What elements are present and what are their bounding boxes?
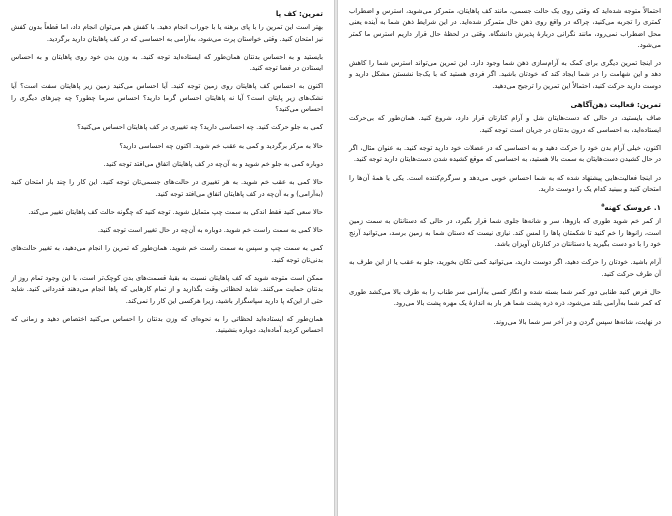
right-page — [338, 0, 672, 516]
section-paragraph: در اینجا فعالیت‌هایی پیشنهاد شده که به شما احساس خوبی می‌دهد و سرگرم‌کننده است. یکی یا همهٔ آن‌ها را امتحان کنید و ببینید کدام یک را دوست دارید. — [349, 173, 661, 193]
left-paragraph: ممکن است متوجه شوید که کف پاهایتان نسبت به بقیهٔ قسمت‌های بدن کوچک‌تر است، با این وجود تمام روز از بدنتان حمایت می‌کنند. شاید لحظاتی وقت بگذارید و از تمام کارهایی که پاها انجام می‌دهند قدردانی کنید. شاید حتی از این‌که پا دارید سپاسگزار باشید، زیرا هرکسی این کار را نمی‌کند. — [11, 274, 323, 305]
numbered-paragraph: آرام باشید. خودتان را حرکت دهید، اگر دوست دارید، می‌توانید کمی تکان بخورید، جلو به عقب یا از این طرف به آن طرف حرکت کنید. — [349, 258, 661, 278]
numbered-paragraph: در نهایت، شانه‌ها سپس گردن و در آخر سر شما بالا می‌روند. — [493, 317, 661, 326]
left-paragraph: حالا به مرکز برگردید و کمی به عقب خم شوید. اکنون چه احساسی دارید؟ — [119, 141, 323, 150]
exercise-heading-soles: تمرین: کف پا — [275, 9, 323, 18]
numbered-heading-text: ۱. عروسک کهنه — [604, 203, 661, 213]
left-paragraph: اکنون به احساس کف پاهایتان روی زمین توجه کنید. آیا احساس می‌کنید زمین زیر پاهایتان سفت است؟ آیا نشک‌های زیر پایتان است؟ آیا نه پاهایتان احساس گرما دارید؟ احساس سرما چطور؟ چه چیزهای دیگری را احساس می‌کنید؟ — [11, 82, 323, 114]
section-paragraph: صاف بایستید، در حالی که دست‌هایتان شل و آرام کنارتان قرار دارد، شروع کنید. همان‌طور که بی‌حرکت ایستاده‌اید، به احساسی که درون بدنتان در جریان است توجه کنید. — [349, 114, 661, 134]
footnote-marker: ۵ — [601, 202, 605, 209]
left-page — [0, 0, 334, 516]
section-paragraph: اکنون، خیلی آرام بدن خود را حرکت دهید و به احساسی که در عضلات خود دارید توجه کنید. به عنوان مثال، اگر در حال کشیدن دست‌هایتان به سمت بالا هستید، به احساسی که موقع کشیده شدن دست‌هایتان دارید توجه کنید. — [349, 143, 661, 164]
numbered-paragraph: از کمر خم شوید طوری که بازوها، سر و شانه‌ها جلوی شما قرار بگیرد، در حالی که دستانتان به سمت زمین است، زانوها را خم کنید تا شکمتان پاها را لمس کند. نیازی نیست که دستان شما به زمین برسد، می‌توانید آرنج خود را با دو دست بگیرید یا دستانتان در کنارتان آویزان باشد. — [349, 217, 661, 249]
intro-paragraph: در اینجا تمرین دیگری برای کمک به آرام‌سازی ذهن شما وجود دارد. این تمرین می‌تواند استرس شما را کاهش دهد و این شهامت را در شما ایجاد کند که خودتان باشید. اگر فردی هستید که با یک‌جا نشستن مشکل دارید و دوست دارید حرکت کنید، احتمالاً این تمرین را ترجیح می‌دهید. — [349, 59, 661, 90]
numbered-heading-ragdoll — [349, 202, 661, 213]
left-paragraph: بایستید و به احساس بدنتان همان‌طور که ایستاده‌اید توجه کنید. به وزن بدن خود روی پاهایتان و به احساس ایستادن در فضا توجه کنید. — [11, 52, 323, 73]
exercise-heading-mindfulness: تمرین: فعالیت ذهن‌آگاهی — [570, 100, 661, 110]
left-paragraph: حالا کمی به عقب خم شوید. به هر تغییری در حالت‌های جسمی‌تان توجه کنید. این کار را چند بار امتحان کنید (به‌آرامی) و به آن‌چه در کف پاهایتان اتفاق می‌افتد توجه کنید. — [11, 178, 323, 198]
left-paragraph: حالا سعی کنید فقط اندکی به سمت چپ متمایل شوید. توجه کنید که چگونه حالت کف پاهایتان تغییر می‌کند. — [28, 207, 323, 216]
intro-paragraph: احتمالاً متوجه شده‌اید که وقتی روی یک حالت جسمی، مانند کف پاهایتان، متمرکز می‌شوید، استرس و اضطراب کمتری را تجربه می‌کنید، چراکه در واقع روی ذهن حال متمرکز شده‌اید. در این شرایط ذهن شما به آینده یعنی محل اضطراب نمی‌رود، مانند نگرانی دربارهٔ پذیرش دانشگاه. وقتی در لحظهٔ حال قرار داریم استرس ما کمتر می‌شود. — [349, 7, 661, 49]
left-paragraph: کمی به سمت چپ و سپس به سمت راست خم شوید. همان‌طور که تمرین را انجام می‌دهید، به تغییر حالت‌های بدنی‌تان توجه کنید. — [11, 244, 323, 264]
left-paragraph: دوباره کمی به جلو خم شوید و به آن‌چه در کف پاهایتان اتفاق می‌افتد توجه کنید. — [103, 159, 323, 168]
left-paragraph: حالا کمی به سمت راست خم شوید. دوباره به آن‌چه در حال تغییر است توجه کنید. — [97, 226, 323, 235]
left-paragraph: همان‌طور که ایستاده‌اید لحظاتی را به نحوه‌ای که وزن بدنتان را احساس می‌کنید اختصاص دهید و زمانی که احساس کردید آماده‌اید، دوباره بنشینید. — [11, 314, 323, 335]
left-paragraph: کمی به جلو حرکت کنید. چه احساسی دارید؟ چه تغییری در کف پاهایتان احساس می‌کنید؟ — [77, 123, 323, 132]
numbered-paragraph: حال فرض کنید طنابی دور کمر شما بسته شده و انگار کسی به‌آرامی سر طناب را به طرف بالا می‌کشد طوری که کمر شما به‌آرامی بلند می‌شود، ذره ذره پشت شما هر بار به اندازهٔ یک مهره پشت بالا می‌رود. — [349, 287, 661, 308]
left-paragraph: بهتر است این تمرین را با پای برهنه یا با جوراب انجام دهید. با کفش هم می‌توان انجام داد، اما قطعاً بدون کفش نیز امتحان کنید. وقتی خواستان پرت می‌شود، به‌آرامی به احساسی که در کف پاهایتان دارید برگردید. — [11, 23, 323, 43]
